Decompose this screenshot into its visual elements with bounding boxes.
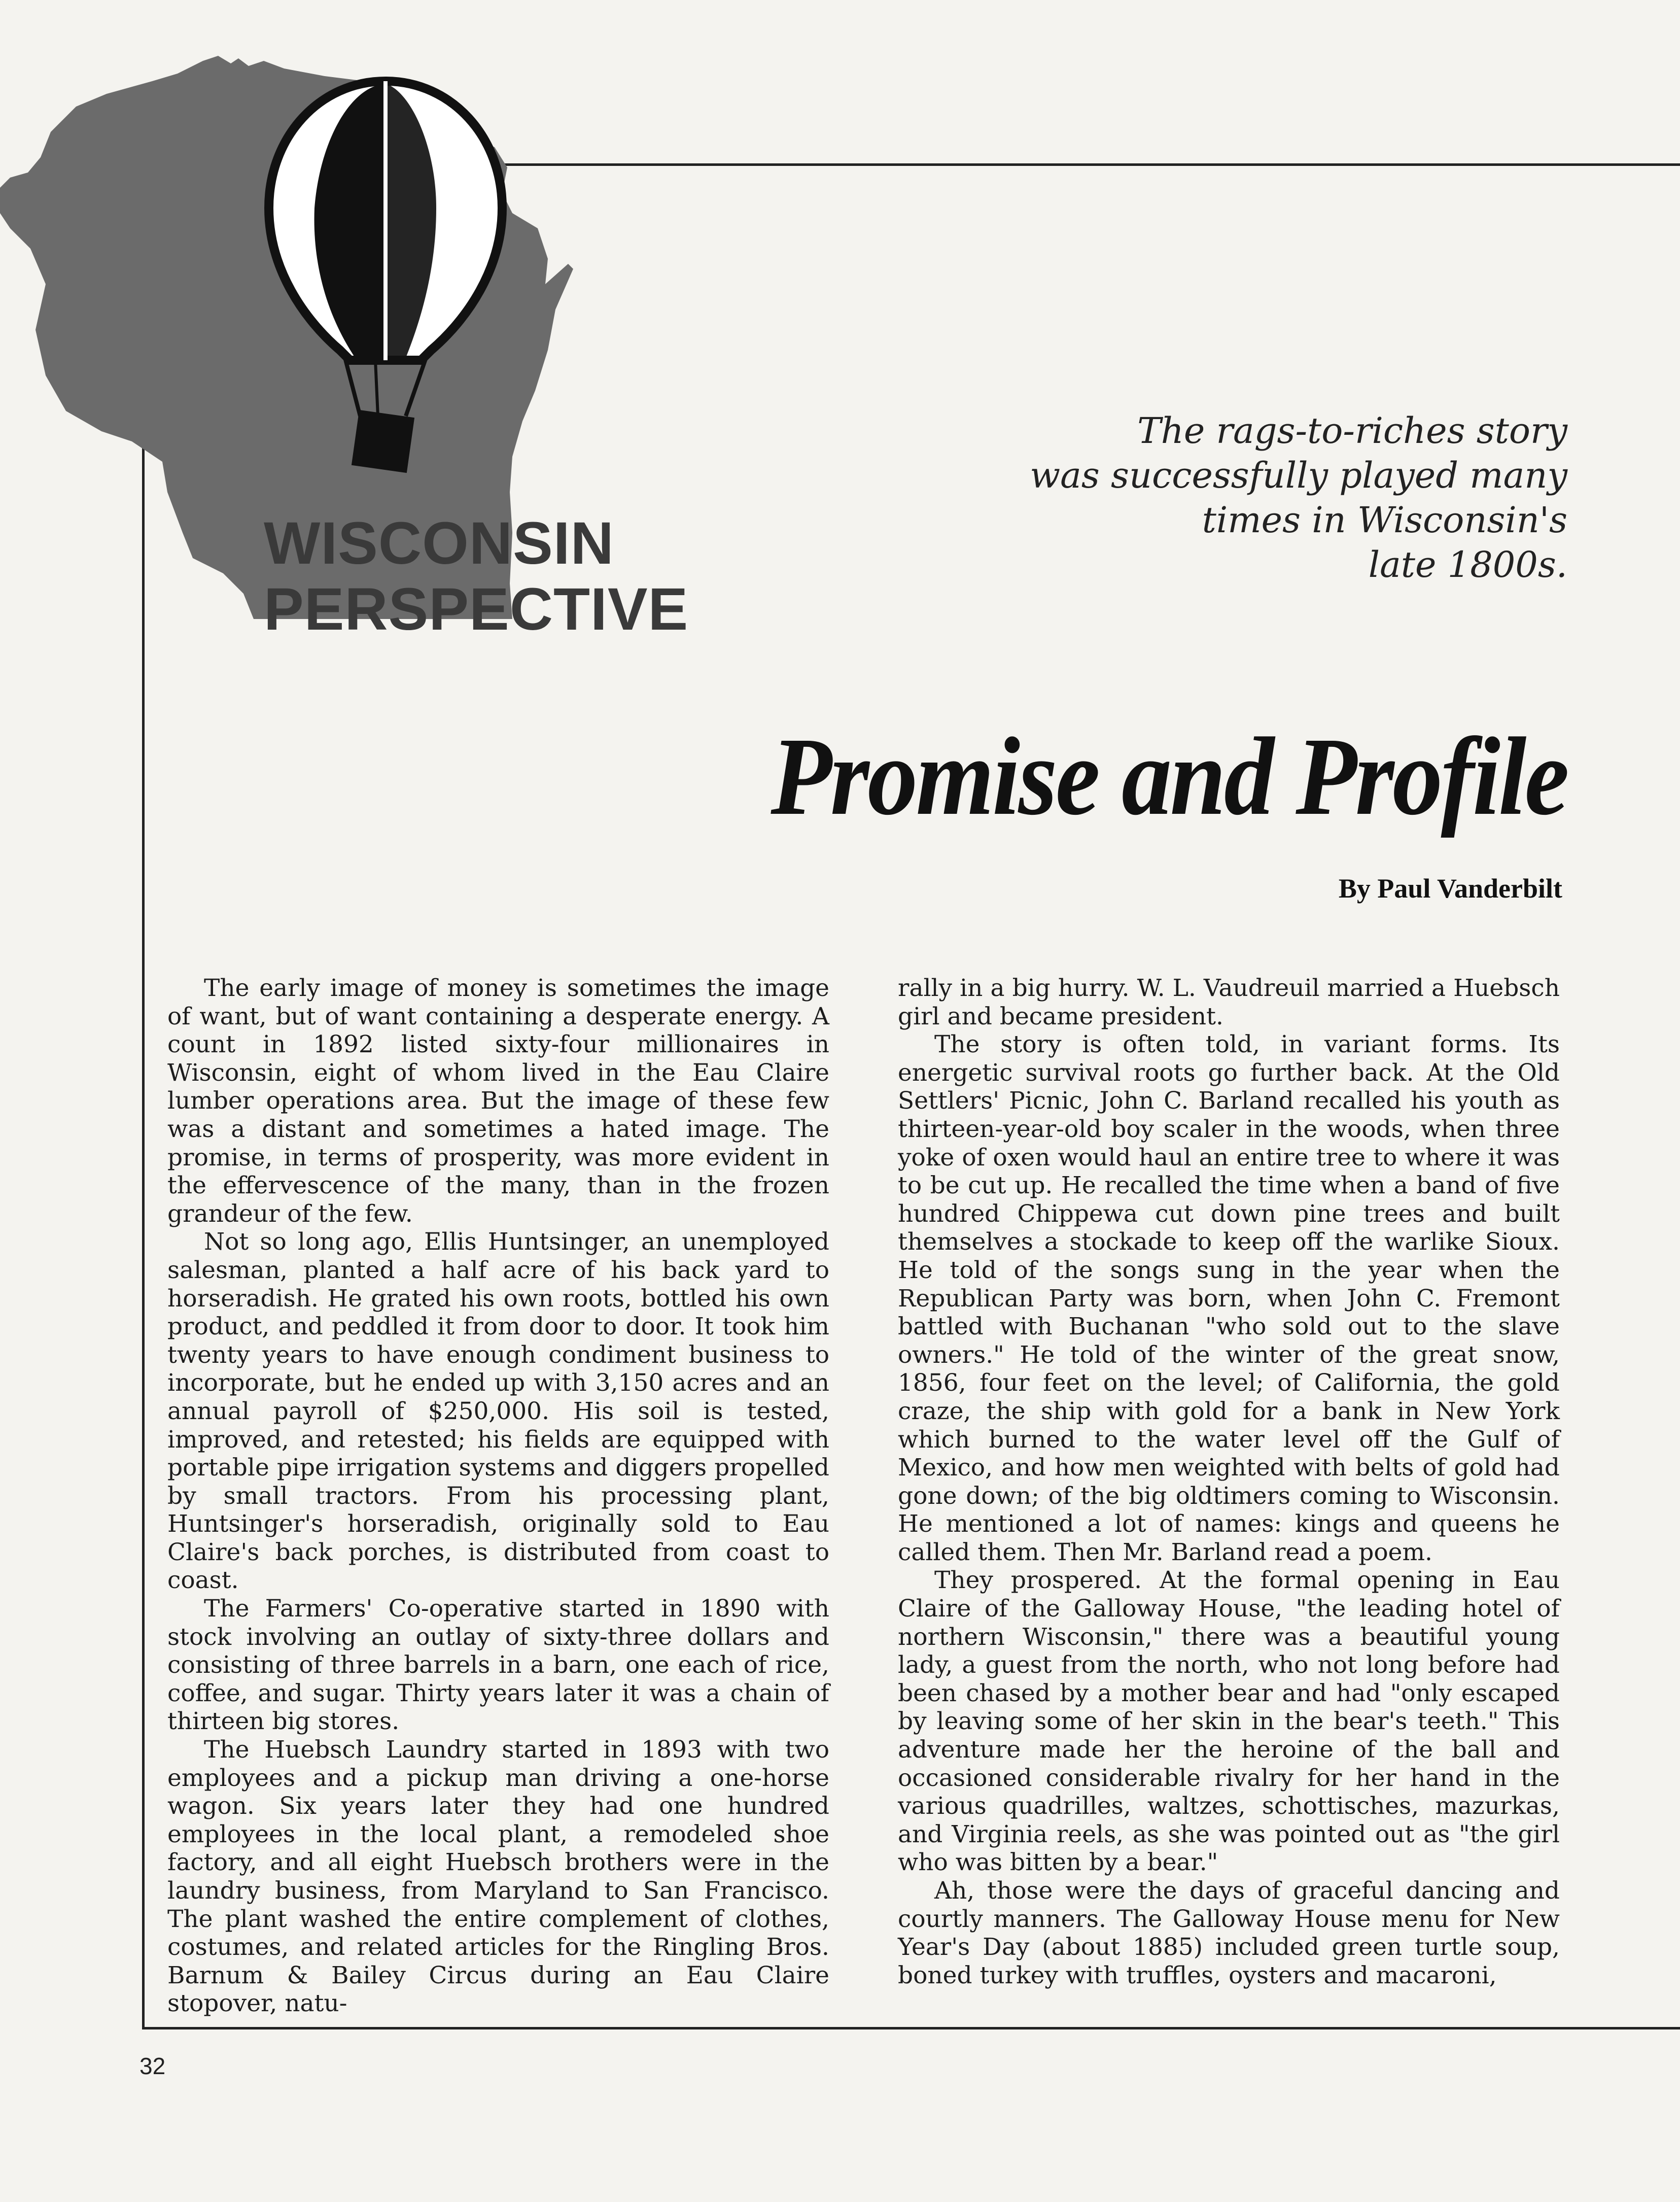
paragraph: Not so long ago, Ellis Huntsinger, an unemployed salesman, planted a half acre of his back yard to horseradish. He grated his own roots, bottled his own product, and peddled it from door to door. It took him twenty years to have enough condiment business to incorporate, but he ended up with 3,150 acres and an annual payroll of $250,000. His soil is tested, improved, and retested; his fields are equipped with portable pipe irrigation systems and diggers propelled by small tractors. From his processing plant, Huntsinger's horseradish, originally sold to Eau Claire's back porches, is distributed from coast to coast. <box>167 1228 829 1595</box>
paragraph: The story is often told, in variant forms. Its energetic survival roots go further back. At the Old Settlers' Picnic, John C. Barland recalled his youth as thirteen-year-old boy scaler in the woods, when three yoke of oxen would haul an entire tree to where it was to be cut up. He recalled the time when a band of five hundred Chippewa cut down pine trees and built themselves a stockade to keep off the warlike Sioux. He told of the songs sung in the year when the Republican Party was born, when John C. Fremont battled with Buchanan "who sold out to the slave owners." He told of the winter of the great snow, 1856, four feet on the level; of California, the gold craze, the ship with gold for a bank in New York which burned to the water level off the Gulf of Mexico, and how men weighted with belts of gold had gone down; of the big oldtimers coming to Wisconsin. He mentioned a lot of names: kings and queens he called them. Then Mr. Barland read a poem. <box>898 1030 1560 1566</box>
paragraph: They prospered. At the formal opening in Eau Claire of the Galloway House, "the leading hotel of northern Wisconsin," there was a beautiful young lady, a guest from the north, who not long before had been chased by a mother bear and had "only escaped by leaving some of her skin in the bear's teeth." This adventure made her the heroine of the ball and occasioned considerable rivalry for her hand in the various quadrilles, waltzes, schottisches, mazurkas, and Virginia reels, as she was pointed out as "the girl who was bitten by a bear." <box>898 1566 1560 1877</box>
frame-bottom-rule <box>142 2027 1680 2029</box>
article-title: Promise and Profile <box>771 714 1567 838</box>
right-column <box>898 974 1560 1989</box>
paragraph: Ah, those were the days of graceful dancing and courtly manners. The Galloway House menu for New Year's Day (about 1885) included green turtle soup, boned turkey with truffles, oysters and macaroni, <box>898 1877 1560 1989</box>
subtitle-line: The rags-to-riches story <box>1137 410 1567 452</box>
subtitle-line: times in Wisconsin's <box>1202 499 1567 541</box>
paragraph: The early image of money is sometimes the image of want, but of want containing a desperate energy. A count in 1892 listed sixty-four millionaires in Wisconsin, eight of whom lived in the Eau Claire lumber operations area. But the image of these few was a distant and sometimes a hated image. The promise, in terms of prosperity, was more evident in the effervescence of the many, than in the frozen grandeur of the few. <box>167 974 829 1228</box>
logo-line-2: PERSPECTIVE <box>264 576 689 643</box>
frame-left-rule <box>142 396 145 2029</box>
logo-line-1: WISCONSIN <box>264 510 614 577</box>
subtitle-line: was successfully played many <box>1030 455 1567 496</box>
frame-top-rule <box>497 163 1680 166</box>
byline: By Paul Vanderbilt <box>1338 873 1562 904</box>
paragraph: The Huebsch Laundry started in 1893 with two employees and a pickup man driving a one-horse wagon. Six years later they had one hundred employees in the local plant, a remodeled shoe factory, and all eight Huebsch brothers were in the laundry business, from Maryland to San Francisco. The plant washed the entire complement of clothes, costumes, and related articles for the Ringling Bros. Barnum & Bailey Circus during an Eau Claire stopover, natu- <box>167 1736 829 2018</box>
subtitle-line: late 1800s. <box>1368 544 1567 586</box>
paragraph: The Farmers' Co-operative started in 1890 with stock involving an outlay of sixty-three dollars and consisting of three barrels in a barn, one each of rice, coffee, and sugar. Thirty years later it was a chain of thirteen big stores. <box>167 1595 829 1736</box>
paragraph: rally in a big hurry. W. L. Vaudreuil married a Huebsch girl and became president. <box>898 974 1560 1030</box>
left-column <box>167 974 829 2018</box>
page-number: 32 <box>139 2053 166 2079</box>
subtitle <box>862 408 1567 587</box>
wisconsin-perspective-logo <box>0 46 689 643</box>
